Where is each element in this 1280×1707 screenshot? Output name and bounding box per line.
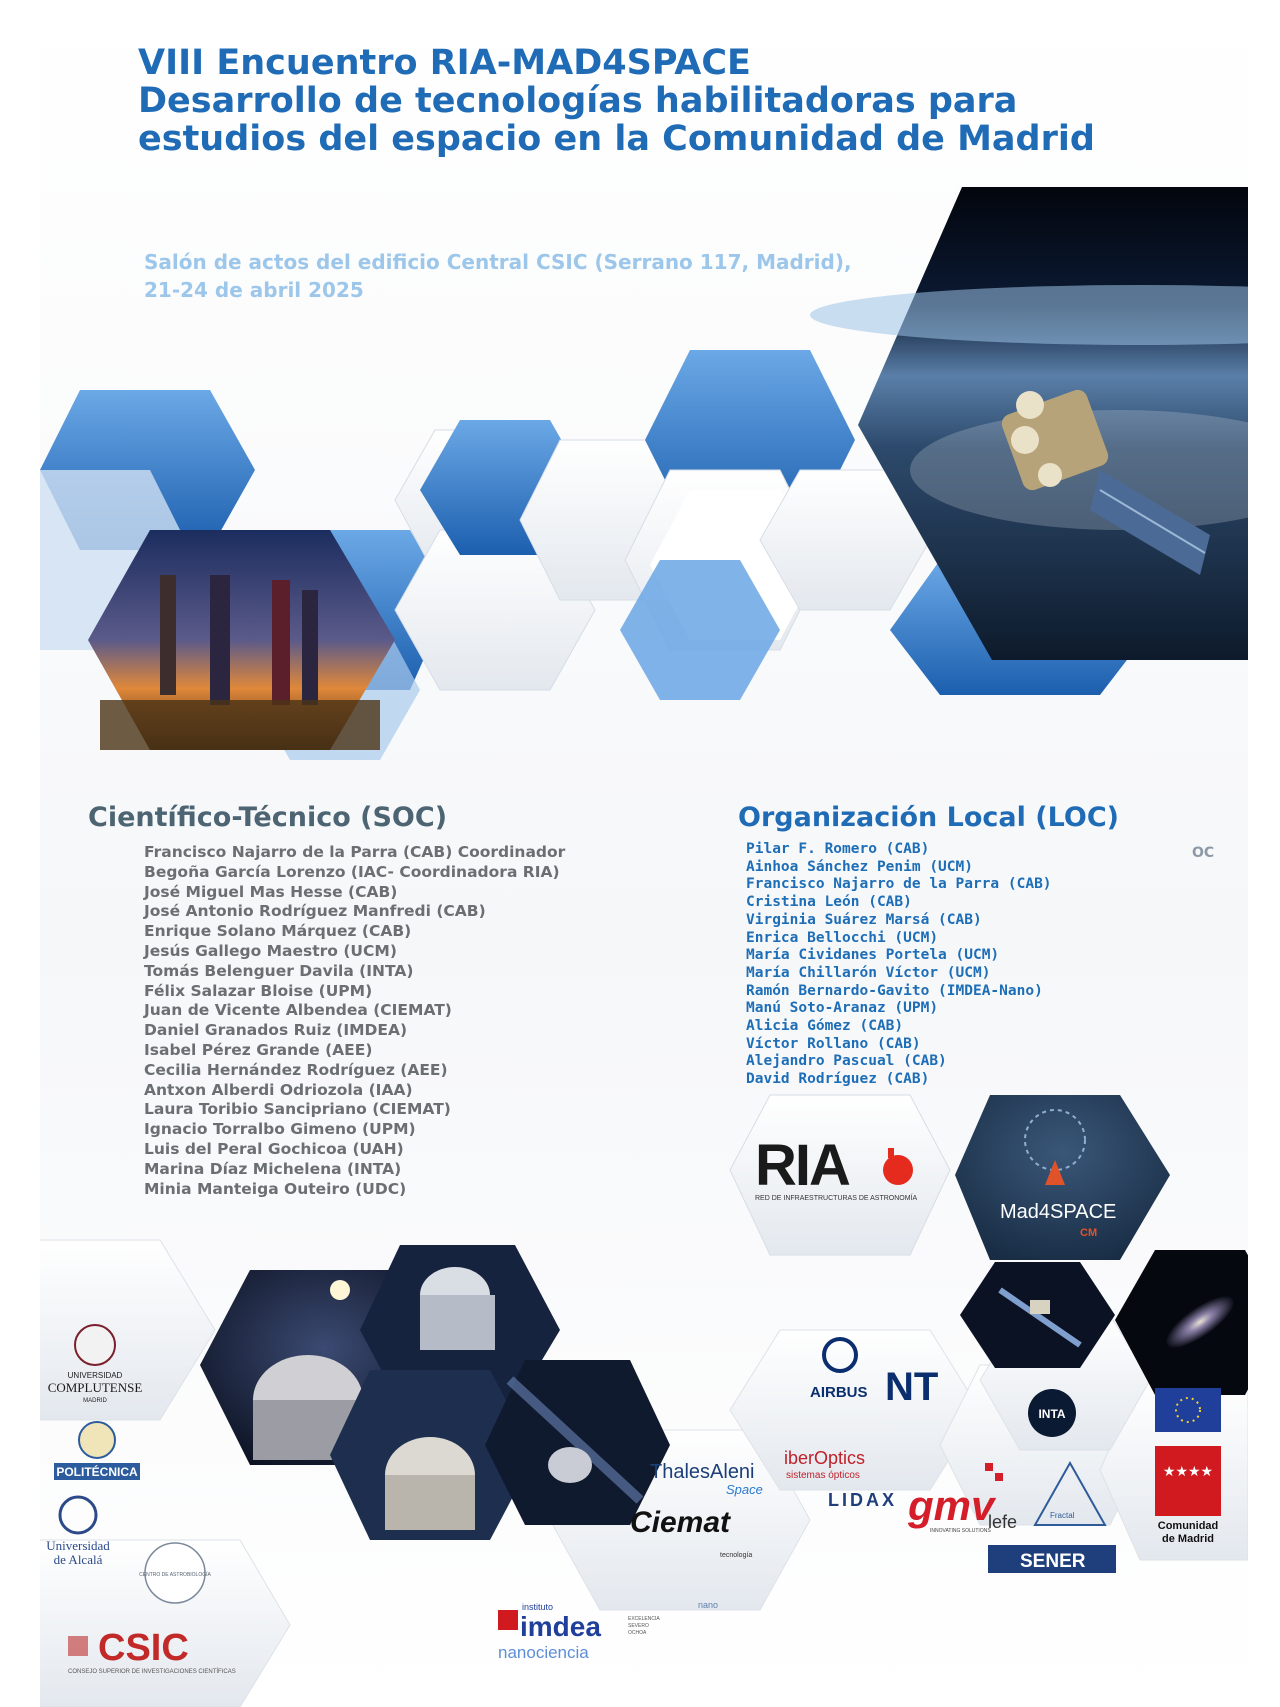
- iberoptics-sub: sistemas ópticos: [786, 1470, 860, 1481]
- sponsor-logos: [40, 0, 1248, 1707]
- severo-line1: EXCELENCIA: [628, 1616, 660, 1622]
- soc-member: Enrique Solano Márquez (CAB): [144, 922, 412, 941]
- alcala-line1: Universidad: [46, 1538, 110, 1553]
- soc-member: Begoña García Lorenzo (IAC- Coordinadora RIA): [144, 862, 560, 881]
- loc-member: Manú Soto-Aranaz (UPM): [746, 1000, 939, 1017]
- loc-member: Ainhoa Sánchez Penim (UCM): [746, 858, 973, 875]
- soc-member: Cecilia Hernández Rodríguez (AEE): [144, 1060, 448, 1079]
- severo-line3: OCHOA: [628, 1630, 647, 1636]
- soc-member: Marina Díaz Michelena (INTA): [144, 1159, 402, 1178]
- soc-member: José Antonio Rodríguez Manfredi (CAB): [144, 902, 486, 921]
- imdea-small: instituto: [522, 1602, 554, 1612]
- soc-member: Félix Salazar Bloise (UPM): [144, 981, 373, 1000]
- soc-member: Juan de Vicente Albendea (CIEMAT): [144, 1001, 452, 1020]
- ciemat-label: Ciemat: [630, 1506, 731, 1539]
- comunidad-madrid-logo: [1155, 1446, 1221, 1545]
- loc-member: Enrica Bellocchi (UCM): [746, 929, 939, 946]
- severo-line2: SEVERO: [628, 1623, 649, 1629]
- loc-tag: OC: [1192, 845, 1215, 861]
- ciemat-caption: tecnología: [720, 1552, 753, 1559]
- title-line-2: Desarrollo de tecnologías habilitadoras para: [138, 81, 1018, 121]
- csic-logo: [68, 1627, 236, 1675]
- ucm-line1: UNIVERSIDAD: [67, 1371, 123, 1380]
- title-line-1: VIII Encuentro RIA-MAD4SPACE: [138, 43, 751, 83]
- ria-mark: RIA: [755, 1133, 849, 1198]
- ucm-logo: [48, 1325, 143, 1404]
- thales-line1: ThalesAleni: [650, 1461, 755, 1483]
- loc-member: Francisco Najarro de la Parra (CAB): [746, 876, 1052, 893]
- soc-member: José Miguel Mas Hesse (CAB): [144, 882, 398, 901]
- poster: [40, 0, 1248, 1707]
- ciemat-logo: [630, 1506, 752, 1559]
- soc-heading: Científico-Técnico (SOC): [88, 802, 448, 833]
- csic-caption: CONSEJO SUPERIOR DE INVESTIGACIONES CIENTÍFICAS: [68, 1669, 236, 1675]
- soc-member: Jesús Gallego Maestro (UCM): [144, 941, 397, 960]
- ucm-line3: MADRID: [83, 1398, 107, 1404]
- title-line-3: estudios del espacio en la Comunidad de Madrid: [138, 119, 1095, 159]
- lefe-logo: lefe: [988, 1512, 1018, 1532]
- soc-member: Daniel Granados Ruiz (IMDEA): [144, 1021, 408, 1040]
- soc-member: Ignacio Torralbo Gimeno (UPM): [144, 1120, 416, 1139]
- venue-line: Salón de actos del edificio Central CSIC (Serrano 117, Madrid),: [144, 250, 852, 274]
- sener-label: SENER: [1020, 1551, 1086, 1572]
- ucm-line2: COMPLUTENSE: [47, 1380, 143, 1395]
- soc-member: Laura Toribio Sancipriano (CIEMAT): [144, 1100, 451, 1119]
- gmv-label: gmv: [908, 1482, 995, 1529]
- loc-member: Ramón Bernardo-Gavito (IMDEA-Nano): [746, 982, 1043, 999]
- alcala-line2: de Alcalá: [53, 1552, 103, 1567]
- soc-member: Tomás Belenguer Davila (INTA): [144, 961, 414, 980]
- ria-logo: [755, 1133, 918, 1202]
- airbus-icon: [824, 1339, 856, 1371]
- star-icon: [1045, 1160, 1065, 1185]
- date-line: 21-24 de abril 2025: [144, 278, 364, 302]
- mad4space-logo: [1000, 1110, 1116, 1239]
- csic-label: CSIC: [98, 1627, 189, 1669]
- imdea-sub: nanociencia: [498, 1643, 589, 1662]
- alcala-emblem-icon: [60, 1497, 96, 1533]
- soc-member: Antxon Alberdi Odriozola (IAA): [144, 1080, 413, 1099]
- upm-label: POLITÉCNICA: [56, 1465, 138, 1479]
- fractal-label: Fractal: [1050, 1511, 1075, 1520]
- sener-logo: [988, 1545, 1116, 1573]
- loc-member: Pilar F. Romero (CAB): [746, 841, 930, 857]
- lidax-logo: LIDAX: [828, 1490, 897, 1510]
- loc-member: María Chillarón Víctor (UCM): [746, 964, 991, 981]
- soc-member: Francisco Najarro de la Parra (CAB) Coordinador: [144, 843, 566, 861]
- upm-seal-icon: [79, 1422, 115, 1458]
- imdea-label: imdea: [520, 1611, 601, 1642]
- mad4space-main: Mad4SPACE: [1000, 1201, 1117, 1223]
- airbus-label: AIRBUS: [810, 1384, 868, 1401]
- fractal-logo: [1035, 1463, 1105, 1525]
- loc-member: Alicia Gómez (CAB): [746, 1018, 904, 1035]
- nano-label: nano: [698, 1600, 719, 1610]
- loc-member: Virginia Suárez Marsá (CAB): [746, 911, 982, 928]
- thales-line2: Space: [726, 1482, 763, 1497]
- mad4space-sub: CM: [1080, 1227, 1098, 1239]
- radio-telescope-icon: [883, 1155, 913, 1185]
- soc-member: Isabel Pérez Grande (AEE): [144, 1040, 373, 1059]
- ucm-seal-icon: [75, 1325, 115, 1365]
- alcala-logo: [46, 1497, 110, 1567]
- upm-logo: [54, 1422, 140, 1480]
- comunidad-line1: Comunidad: [1157, 1520, 1219, 1532]
- loc-member: Víctor Rollano (CAB): [746, 1035, 921, 1052]
- loc-heading: Organización Local (LOC): [738, 802, 1119, 833]
- iberoptics-logo: [784, 1448, 865, 1481]
- iberoptics-label: iberOptics: [784, 1448, 866, 1468]
- stars-icon: ★★★★: [1162, 1463, 1214, 1479]
- nt-label: NT: [885, 1365, 939, 1409]
- csic-mark-icon: [68, 1636, 88, 1656]
- soc-member: Minia Manteiga Outeiro (UDC): [144, 1179, 407, 1198]
- eu-flag: [1155, 1388, 1221, 1432]
- loc-member: David Rodríguez (CAB): [746, 1071, 930, 1088]
- cab-ring-text: CENTRO DE ASTROBIOLOGÍA: [139, 1572, 211, 1578]
- inta-logo: [1028, 1389, 1076, 1437]
- thales-logo: [650, 1461, 763, 1497]
- ria-caption: RED DE INFRAESTRUCTURAS DE ASTRONOMÍA: [755, 1195, 918, 1202]
- loc-member: María Cividanes Portela (UCM): [746, 947, 1000, 964]
- airbus-nt-logo: [810, 1339, 938, 1409]
- loc-member: Alejandro Pascual (CAB): [746, 1053, 947, 1070]
- comunidad-line2: de Madrid: [1162, 1533, 1214, 1545]
- gmv-caption: INNOVATING SOLUTIONS: [930, 1528, 991, 1534]
- inta-label: INTA: [1038, 1407, 1066, 1421]
- imdea-logo: [498, 1600, 718, 1662]
- loc-member: Cristina León (CAB): [746, 894, 912, 911]
- soc-member: Luis del Peral Gochicoa (UAH): [144, 1139, 404, 1158]
- cab-logo: [139, 1543, 211, 1603]
